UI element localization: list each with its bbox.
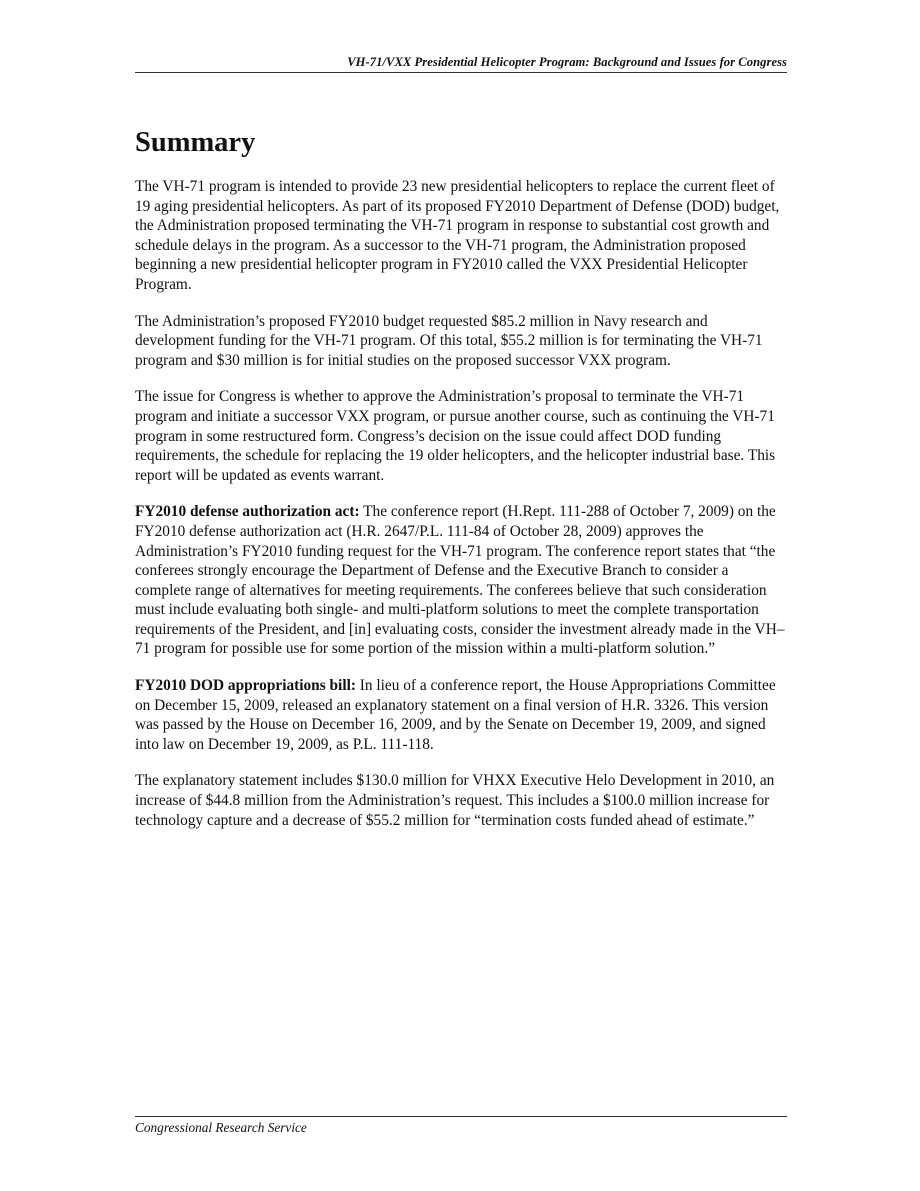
paragraph-appropriations-bill [135, 676, 787, 754]
footer-rule [135, 1116, 787, 1117]
appropriations-bill-lead: FY2010 DOD appropriations bill: [135, 677, 356, 695]
paragraph-budget-request: The Administration’s proposed FY2010 budget requested $85.2 million in Navy research and development funding for the VH-71 program. Of this total, $55.2 million is for terminating the VH-71 program and $30 million is for initial studies on the proposed successor VXX program. [135, 312, 763, 369]
header-rule [135, 72, 787, 73]
footer-label: Congressional Research Service [135, 1120, 307, 1135]
appropriations-bill-text: In lieu of a conference report, the House Appropriations Committee on December 15, 2009, released an explanatory statement on a final version of H.R. 3326. This version was passed by the House on December 16, 2009, and by the Senate on December 19, 2009, and signed into law on December 19, 2009, as P.L. 111-118. [135, 677, 776, 753]
paragraph-explanatory-statement: The explanatory statement includes $130.0 million for VHXX Executive Helo Development in 2010, an increase of $44.8 million from the Administration’s request. This includes a $100.0 million increase for technology capture and a decrease of $55.2 million for “termination costs funded ahead of estimate.” [135, 772, 775, 829]
paragraph-program-overview: The VH-71 program is intended to provide 23 new presidential helicopters to replace the current fleet of 19 aging presidential helicopters. As part of its proposed FY2010 Department of Defense (DOD) budget, the Administration proposed terminating the VH-71 program in response to substantial cost growth and schedule delays in the program. As a successor to the VH-71 program, the Administration proposed beginning a new presidential helicopter program in FY2010 called the VXX Presidential Helicopter Program. [135, 178, 780, 293]
authorization-act-text: The conference report (H.Rept. 111-288 of October 7, 2009) on the FY2010 defense authorization act (H.R. 2647/P.L. 111-84 of October 28, 2009) approves the Administration’s FY2010 funding request for the VH-71 program. The conference report states that “the conferees strongly encourage the Department of Defense and the Executive Branch to consider a complete range of alternatives for meeting requirements. The conferees believe that such consideration must include evaluating both single- and multi-platform solutions to meet the complete transportation requirements of the President, and [in] evaluating costs, consider the investment already made in the VH–71 program for possible use for some portion of the mission within a multi-platform solution.” [135, 503, 785, 658]
paragraph-authorization-act [135, 502, 787, 659]
running-header: VH-71/VXX Presidential Helicopter Program: Background and Issues for Congress [347, 55, 787, 69]
summary-body [135, 177, 787, 847]
section-title: Summary [135, 127, 256, 158]
authorization-act-lead: FY2010 defense authorization act: [135, 503, 360, 521]
paragraph-issue-for-congress: The issue for Congress is whether to approve the Administration’s proposal to terminate the VH-71 program and initiate a successor VXX program, or pursue another course, such as continuing the VH-71 program in some restructured form. Congress’s decision on the issue could affect DOD funding requirements, the schedule for replacing the 19 older helicopters, and the helicopter industrial base. This report will be updated as events warrant. [135, 388, 776, 484]
